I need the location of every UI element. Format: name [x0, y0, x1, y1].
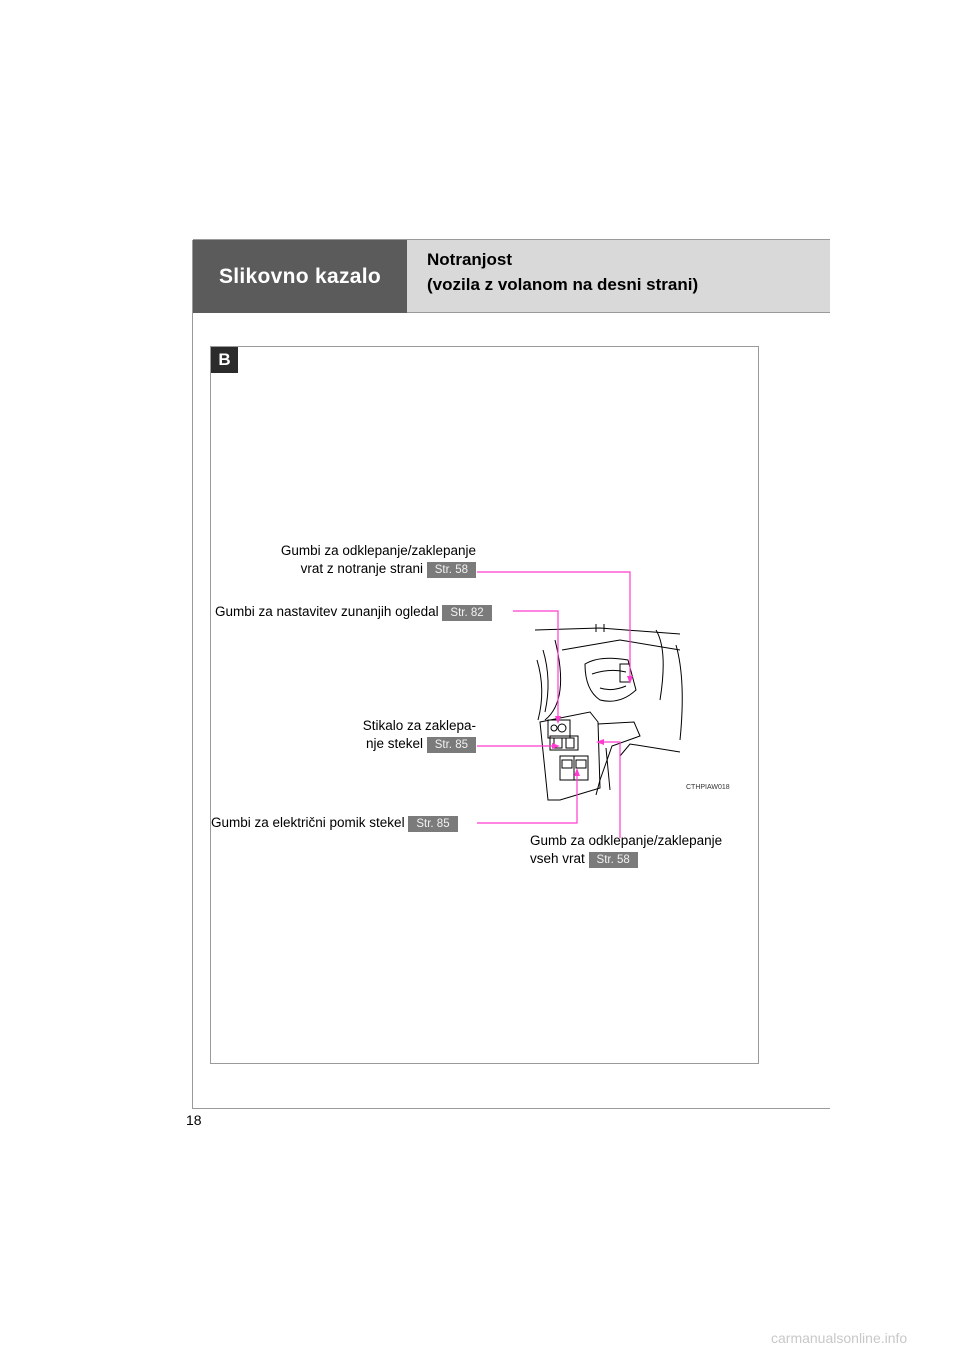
- callout-text: Gumbi za nastavitev zunanjih ogledal: [215, 604, 439, 619]
- door-trim-line: [535, 628, 680, 634]
- arrow-head: [596, 739, 604, 745]
- door-handle-recess: [585, 658, 636, 701]
- figure-badge: B: [211, 347, 238, 373]
- image-code: CTHPIAW018: [686, 784, 730, 791]
- callout-text: vseh vrat: [530, 851, 585, 866]
- leader-line: [477, 572, 630, 680]
- footer-rule: [192, 1108, 830, 1109]
- callout-text: vrat z notranje strani: [300, 561, 423, 576]
- callout-window-lock: [363, 717, 476, 753]
- callout-inner-door-lock: [281, 542, 476, 578]
- callout-text: nje stekel: [365, 736, 423, 751]
- armrest: [596, 722, 640, 795]
- watermark: carmanualsonline.info: [771, 1330, 908, 1346]
- callout-text: Gumb za odklepanje/zaklepanje: [530, 833, 723, 848]
- page-ref-link[interactable]: Str. 82: [442, 605, 491, 621]
- callout-mirror-switch: [215, 603, 492, 621]
- callout-text: Gumbi za električni pomik stekel: [211, 815, 405, 830]
- arrow-head: [627, 676, 633, 684]
- callout-text: Gumbi za odklepanje/zaklepanje: [280, 543, 476, 558]
- page-title-line2: (vozila z volanom na desni strani): [427, 275, 699, 294]
- pillar-arc: [543, 650, 548, 712]
- arrow-head: [574, 768, 580, 776]
- pillar-arc: [537, 660, 542, 720]
- callout-central-lock: [530, 832, 722, 868]
- section-title: Slikovno kazalo: [193, 240, 407, 313]
- callout-power-window: [211, 814, 458, 832]
- page-number: 18: [186, 1112, 202, 1128]
- callout-text: Stikalo za zaklepa-: [362, 718, 476, 733]
- page-ref-link[interactable]: Str. 85: [408, 816, 457, 832]
- page-ref-link[interactable]: Str. 58: [427, 562, 476, 578]
- page-ref-link[interactable]: Str. 85: [427, 737, 476, 753]
- page-ref-link[interactable]: Str. 58: [589, 852, 638, 868]
- page-title-line1: Notranjost: [427, 250, 512, 269]
- leader-line: [513, 611, 558, 720]
